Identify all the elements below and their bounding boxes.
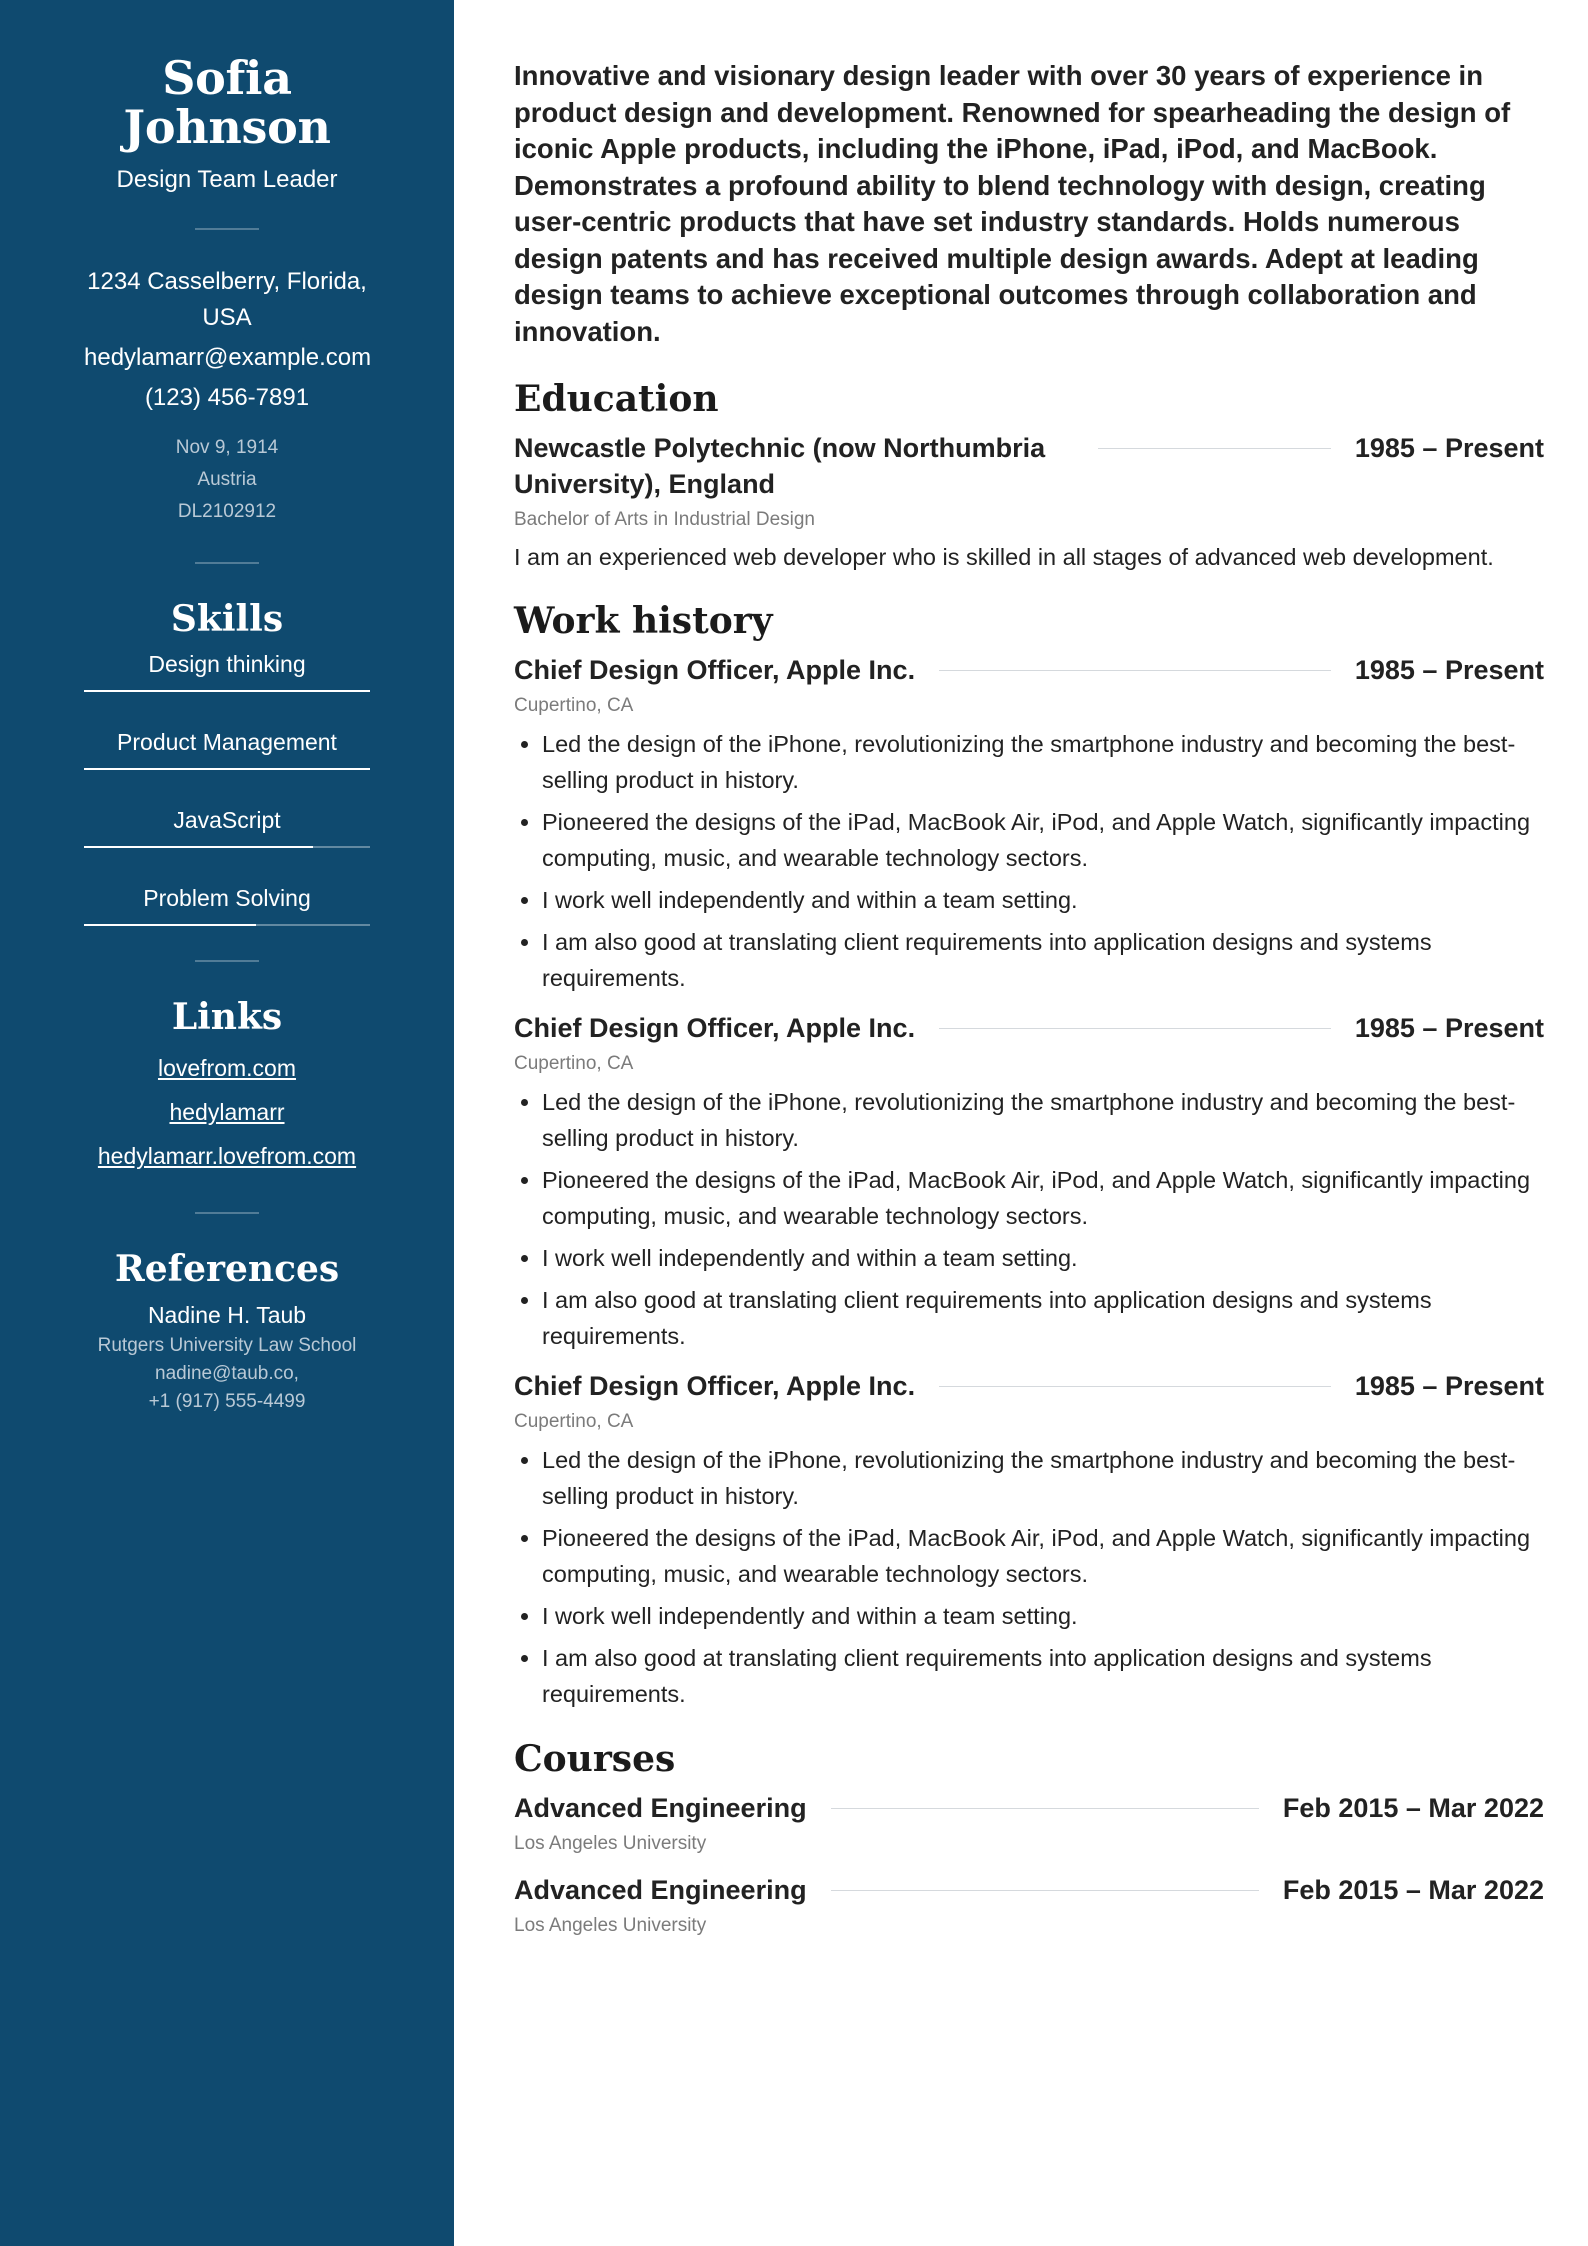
- entry-header: [514, 430, 1544, 502]
- entry-date: 1985 – Present: [1354, 655, 1544, 685]
- achievement-item: • Led the design of the iPhone, revolutionizing the smartphone industry and becoming the best-selling product in history.: [542, 1084, 1544, 1156]
- skills-list: [84, 648, 370, 926]
- address: 1234 Casselberry, Florida, USA: [87, 268, 367, 331]
- entry-rule: [831, 1890, 1259, 1891]
- degree: Bachelor of Arts in Industrial Design: [514, 509, 815, 530]
- achievement-item: • I work well independently and within a team setting.: [542, 882, 1544, 918]
- entry-date: Feb 2015 – Mar 2022: [1282, 1875, 1544, 1905]
- entry-date: 1985 – Present: [1354, 433, 1544, 463]
- courses-list: [514, 1790, 1544, 1940]
- achievement-list: [514, 726, 1544, 996]
- profile-link[interactable]: hedylamarr: [169, 1099, 285, 1125]
- license-number: DL2102912: [177, 501, 277, 522]
- skill-item: [84, 882, 370, 926]
- education-heading: Education: [514, 378, 719, 420]
- job-location: Cupertino, CA: [514, 695, 634, 716]
- achievement-item: • I am also good at translating client requirements into application designs and systems requirements.: [542, 1640, 1544, 1712]
- course-name: Advanced Engineering: [514, 1875, 807, 1905]
- course-entry: [514, 1872, 1544, 1940]
- achievement-item: • Pioneered the designs of the iPad, MacBook Air, iPod, and Apple Watch, significantly impacting computing, music, and wearable technology sectors.: [542, 804, 1544, 876]
- education-description: I am an experienced web developer who is skilled in all stages of advanced web development.: [514, 544, 1494, 570]
- entry-header: [514, 652, 1544, 688]
- skill-level-fill: [84, 924, 256, 926]
- entry-date: 1985 – Present: [1354, 1371, 1544, 1401]
- main-content: [454, 0, 1588, 2246]
- course-entry: [514, 1790, 1544, 1858]
- entry-header: [514, 1010, 1544, 1046]
- skill-item: [84, 648, 370, 692]
- achievement-list: [514, 1084, 1544, 1354]
- sidebar: [0, 0, 454, 2246]
- education-entry: [514, 430, 1544, 574]
- work-entry: [514, 1010, 1544, 1354]
- skill-level-bar: [84, 846, 370, 848]
- entry-header: [514, 1872, 1544, 1908]
- education-section: [514, 378, 1544, 574]
- skill-level-bar: [84, 690, 370, 692]
- divider: [195, 960, 259, 962]
- achievement-item: • Pioneered the designs of the iPad, MacBook Air, iPod, and Apple Watch, significantly impacting computing, music, and wearable technology sectors.: [542, 1520, 1544, 1592]
- achievement-item: • I work well independently and within a team setting.: [542, 1240, 1544, 1276]
- entry-header: [514, 1790, 1544, 1826]
- entry-rule: [939, 1386, 1331, 1387]
- links-list: [84, 1046, 370, 1178]
- reference-email: nadine@taub.co,: [155, 1363, 299, 1384]
- skill-name: JavaScript: [173, 807, 281, 833]
- skill-level-bar: [84, 924, 370, 926]
- skills-heading: Skills: [170, 598, 284, 640]
- work-entry: [514, 1368, 1544, 1712]
- first-name: Sofia: [162, 51, 292, 105]
- links-heading: Links: [171, 996, 283, 1038]
- nationality: Austria: [197, 469, 257, 490]
- entry-date: Feb 2015 – Mar 2022: [1282, 1793, 1544, 1823]
- phone: (123) 456-7891: [144, 384, 310, 411]
- entry-rule: [939, 1028, 1331, 1029]
- school-name: Newcastle Polytechnic (now Northumbria University), England: [514, 433, 1046, 499]
- entry-header: [514, 1368, 1544, 1404]
- achievement-list: [514, 1442, 1544, 1712]
- job-title: Design Team Leader: [116, 166, 338, 193]
- work-section: [514, 600, 1544, 1712]
- skill-item: [84, 726, 370, 770]
- course-institution: Los Angeles University: [514, 1833, 707, 1854]
- summary: Innovative and visionary design leader with over 30 years of experience in product design and development. Renowned for spearheading the design of iconic Apple products, including the iPhone, iPad, iPod, and MacBook. Demonstrates a profound ability to blend technology with design, creating user-centric products that have set industry standards. Holds numerous design patents and has received multiple design awards. Adept at leading design teams to achieve exceptional outcomes through collaboration and innovation.: [514, 60, 1511, 347]
- work-heading: Work history: [514, 600, 773, 642]
- job-position: Chief Design Officer, Apple Inc.: [514, 1013, 916, 1043]
- skill-name: Design thinking: [148, 651, 306, 677]
- birth-date: Nov 9, 1914: [175, 437, 279, 458]
- course-name: Advanced Engineering: [514, 1793, 807, 1823]
- courses-heading: Courses: [514, 1738, 676, 1780]
- work-list: [514, 652, 1544, 1712]
- entry-date: 1985 – Present: [1354, 1013, 1544, 1043]
- achievement-item: • Led the design of the iPhone, revolutionizing the smartphone industry and becoming the best-selling product in history.: [542, 1442, 1544, 1514]
- education-list: [514, 430, 1544, 574]
- last-name: Johnson: [123, 100, 331, 154]
- achievement-item: • Pioneered the designs of the iPad, MacBook Air, iPod, and Apple Watch, significantly impacting computing, music, and wearable technology sectors.: [542, 1162, 1544, 1234]
- profile-link[interactable]: hedylamarr.lovefrom.com: [97, 1143, 357, 1169]
- divider: [195, 228, 259, 230]
- divider: [195, 562, 259, 564]
- course-institution: Los Angeles University: [514, 1915, 707, 1936]
- person-name: [84, 51, 370, 154]
- skill-name: Problem Solving: [143, 885, 311, 911]
- job-position: Chief Design Officer, Apple Inc.: [514, 655, 916, 685]
- reference-org: Rutgers University Law School: [97, 1335, 357, 1356]
- job-position: Chief Design Officer, Apple Inc.: [514, 1371, 916, 1401]
- job-location: Cupertino, CA: [514, 1411, 634, 1432]
- reference-name: Nadine H. Taub: [147, 1302, 307, 1328]
- achievement-item: • I am also good at translating client requirements into application designs and systems requirements.: [542, 1282, 1544, 1354]
- email: hedylamarr@example.com: [84, 344, 372, 371]
- skill-name: Product Management: [117, 729, 337, 755]
- profile-link[interactable]: lovefrom.com: [157, 1055, 297, 1081]
- skill-level-bar: [84, 768, 370, 770]
- entry-rule: [939, 670, 1331, 671]
- job-location: Cupertino, CA: [514, 1053, 634, 1074]
- reference-phone: +1 (917) 555-4499: [148, 1391, 306, 1412]
- achievement-item: • I work well independently and within a team setting.: [542, 1598, 1544, 1634]
- skill-item: [84, 804, 370, 848]
- entry-rule: [1098, 448, 1331, 449]
- achievement-item: • I am also good at translating client requirements into application designs and systems requirements.: [542, 924, 1544, 996]
- references-heading: References: [114, 1248, 340, 1290]
- divider: [195, 1212, 259, 1214]
- skill-level-fill: [84, 690, 370, 692]
- achievement-item: • Led the design of the iPhone, revolutionizing the smartphone industry and becoming the best-selling product in history.: [542, 726, 1544, 798]
- skill-level-fill: [84, 768, 370, 770]
- skill-level-fill: [84, 846, 313, 848]
- entry-rule: [831, 1808, 1259, 1809]
- courses-section: [514, 1738, 1544, 1940]
- work-entry: [514, 652, 1544, 996]
